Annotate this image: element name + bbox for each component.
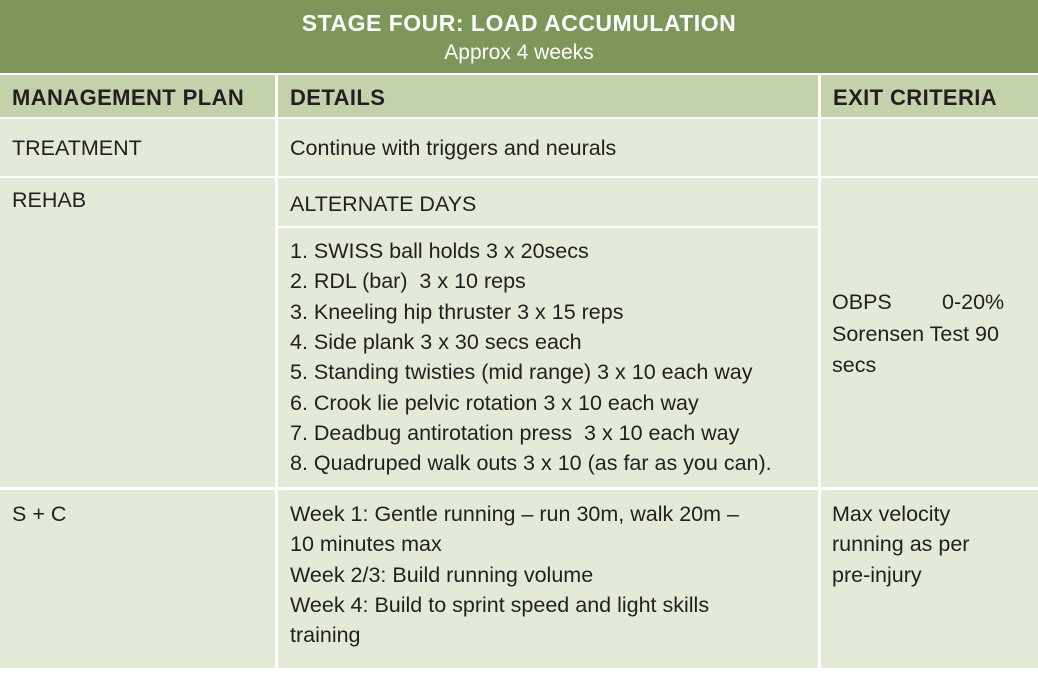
treatment-label: TREATMENT [12,136,142,160]
exercise-item: 2. RDL (bar) 3 x 10 reps [290,269,526,294]
exercise-item: 7. Deadbug antirotation press 3 x 10 each way [290,420,740,445]
rehab-plan-cell [0,178,275,487]
header-exit: EXIT CRITERIA [833,85,998,110]
rehab-subheading: ALTERNATE DAYS [290,192,477,216]
exercise-item: 4. Side plank 3 x 30 secs each [290,329,582,354]
sc-detail-line: Week 4: Build to sprint speed and light skills [290,592,710,617]
rehab-exit-cell [821,178,1038,487]
obps-value: 0-20% [942,290,1005,314]
exercise-item: 6. Crook lie pelvic rotation 3 x 10 each way [290,390,699,415]
treatment-details: Continue with triggers and neurals [290,136,617,160]
sc-exit-line: running as per [832,532,970,557]
exercise-item: 8. Quadruped walk outs 3 x 10 (as far as you can). [290,451,772,476]
header-cell-exit [821,75,1038,117]
rehab-label: REHAB [12,188,87,212]
sc-detail-line: training [290,623,361,648]
sc-detail-line: 10 minutes max [290,532,442,557]
rehab-exercises-cell [278,228,818,487]
rehab-subheading-cell [278,178,818,226]
obps-label: OBPS [832,290,892,314]
exercise-item: 5. Standing twisties (mid range) 3 x 10 each way [290,360,753,385]
sc-detail-line: Week 2/3: Build running volume [290,562,594,587]
table-banner [0,0,1038,73]
table-title: STAGE FOUR: LOAD ACCUMULATION [301,10,737,36]
table-subtitle: Approx 4 weeks [444,41,594,64]
exercise-item: 3. Kneeling hip thruster 3 x 15 reps [290,299,624,324]
header-details: DETAILS [290,85,386,110]
sc-exit-cell [821,490,1038,668]
treatment-plan-cell [0,119,275,176]
treatment-details-cell [278,119,818,176]
sc-details-cell [278,490,818,668]
sorensen-line: Sorensen Test 90 [832,322,999,346]
header-cell-details [278,75,818,117]
header-cell-plan [0,75,275,117]
exercise-item: 1. SWISS ball holds 3 x 20secs [290,239,589,263]
sc-plan-cell [0,490,275,668]
sc-detail-line: Week 1: Gentle running – run 30m, walk 20m – [290,502,739,526]
sc-exit-line: Max velocity [832,502,951,526]
sc-label: S + C [12,502,67,526]
sorensen-line: secs [832,353,877,377]
sc-exit-line: pre-injury [832,562,922,587]
header-plan: MANAGEMENT PLAN [12,85,245,110]
treatment-exit-cell [821,119,1038,176]
